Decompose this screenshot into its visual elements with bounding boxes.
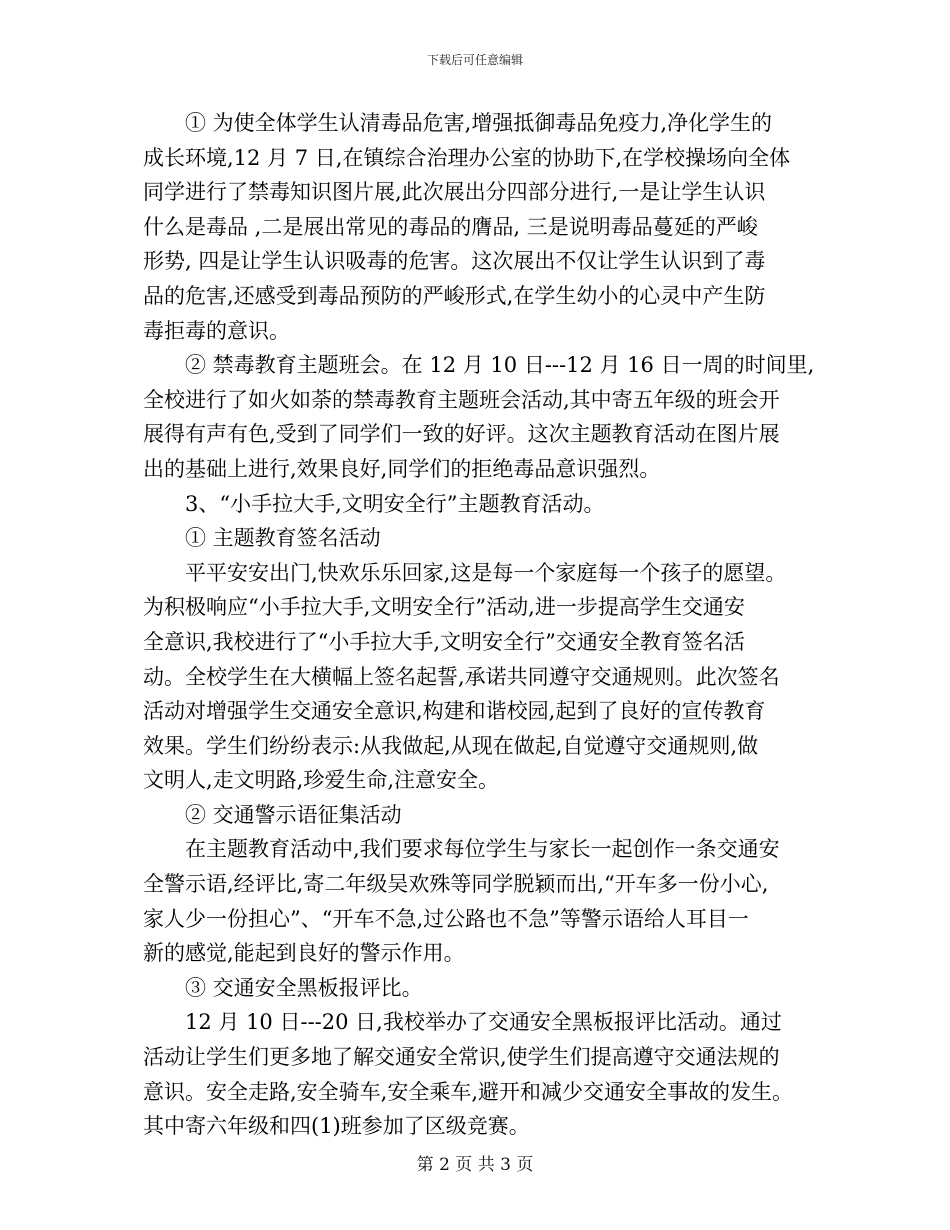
text-line: 动。全校学生在大横幅上签名起誓,承诺共同遵守交通规则。此次签名: [143, 664, 780, 689]
text-line: ② 禁毒教育主题班会。在 12 月 10 日---12 月 16 日一周的时间里,: [185, 353, 815, 378]
text-line: 成长环境,12 月 7 日,在镇综合治理办公室的协助下,在学校操场向全体: [143, 145, 791, 170]
text-line: 活动让学生们更多地了解交通安全常识,使学生们提高遵守交通法规的: [143, 1045, 780, 1070]
text-line: 其中寄六年级和四(1)班参加了区级竞赛。: [143, 1114, 530, 1139]
text-line: 平平安安出门,快欢乐乐回家,这是每一个家庭每一个孩子的愿望。: [185, 560, 787, 585]
text-line: 什么是毒品 ,二是展出常见的毒品的膺品, 三是说明毒品蔓延的严峻: [143, 214, 758, 239]
subsection-heading: ② 交通警示语征集活动: [185, 802, 402, 827]
text-line: 全校进行了如火如荼的禁毒教育主题班会活动,其中寄五年级的班会开: [143, 387, 780, 412]
document-body: [143, 106, 815, 1144]
text-line: 文明人,走文明路,珍爱生命,注意安全。: [143, 768, 500, 793]
text-line: 全警示语,经评比,寄二年级吴欢殊等同学脱颖而出,“开车多一份小心,: [143, 872, 769, 897]
subsection-heading: ③ 交通安全黑板报评比。: [185, 975, 423, 1000]
text-line: ① 为使全体学生认清毒品危害,增强抵御毒品免疫力,净化学生的: [185, 111, 773, 135]
text-line: 在主题教育活动中,我们要求每位学生与家长一起创作一条交通安: [185, 837, 780, 862]
text-line: 新的感觉,能起到良好的警示作用。: [143, 941, 465, 966]
text-line: 毒拒毒的意识。: [143, 318, 290, 343]
page-header-note: 下载后可任意编辑: [426, 53, 523, 67]
text-line: 活动对增强学生交通安全意识,构建和谐校园,起到了良好的宣传教育: [143, 699, 766, 724]
text-line: 同学进行了禁毒知识图片展,此次展出分四部分进行,一是让学生认识: [143, 180, 766, 205]
section-heading: 3、“小手拉大手,文明安全行”主题教育活动。: [185, 491, 605, 516]
subsection-heading: ① 主题教育签名活动: [185, 526, 381, 551]
text-line: 出的基础上进行,效果良好,同学们的拒绝毒品意识强烈。: [143, 456, 661, 481]
text-line: 为积极响应“小手拉大手,文明安全行”活动,进一步提高学生交通安: [143, 595, 745, 620]
text-line: 效果。学生们纷纷表示:从我做起,从现在做起,自觉遵守交通规则,做: [143, 733, 759, 758]
text-line: 形势, 四是让学生认识吸毒的危害。这次展出不仅让学生认识到了毒: [143, 249, 766, 274]
text-line: 家人少一份担心”、“开车不急,过公路也不急”等警示语给人耳目一: [143, 906, 749, 931]
text-line: 品的危害,还感受到毒品预防的严峻形式,在学生幼小的心灵中产生防: [143, 283, 766, 308]
text-line: 意识。安全走路,安全骑车,安全乘车,避开和减少交通安全事故的发生。: [143, 1079, 794, 1104]
text-line: 展得有声有色,受到了同学们一致的好评。这次主题教育活动在图片展: [143, 422, 780, 447]
text-line: 全意识,我校进行了“小手拉大手,文明安全行”交通安全教育签名活: [143, 629, 745, 654]
text-line: 12 月 10 日---20 日,我校举办了交通安全黑板报评比活动。通过: [185, 1010, 782, 1035]
page-number: 第 2 页 共 3 页: [416, 1155, 534, 1175]
